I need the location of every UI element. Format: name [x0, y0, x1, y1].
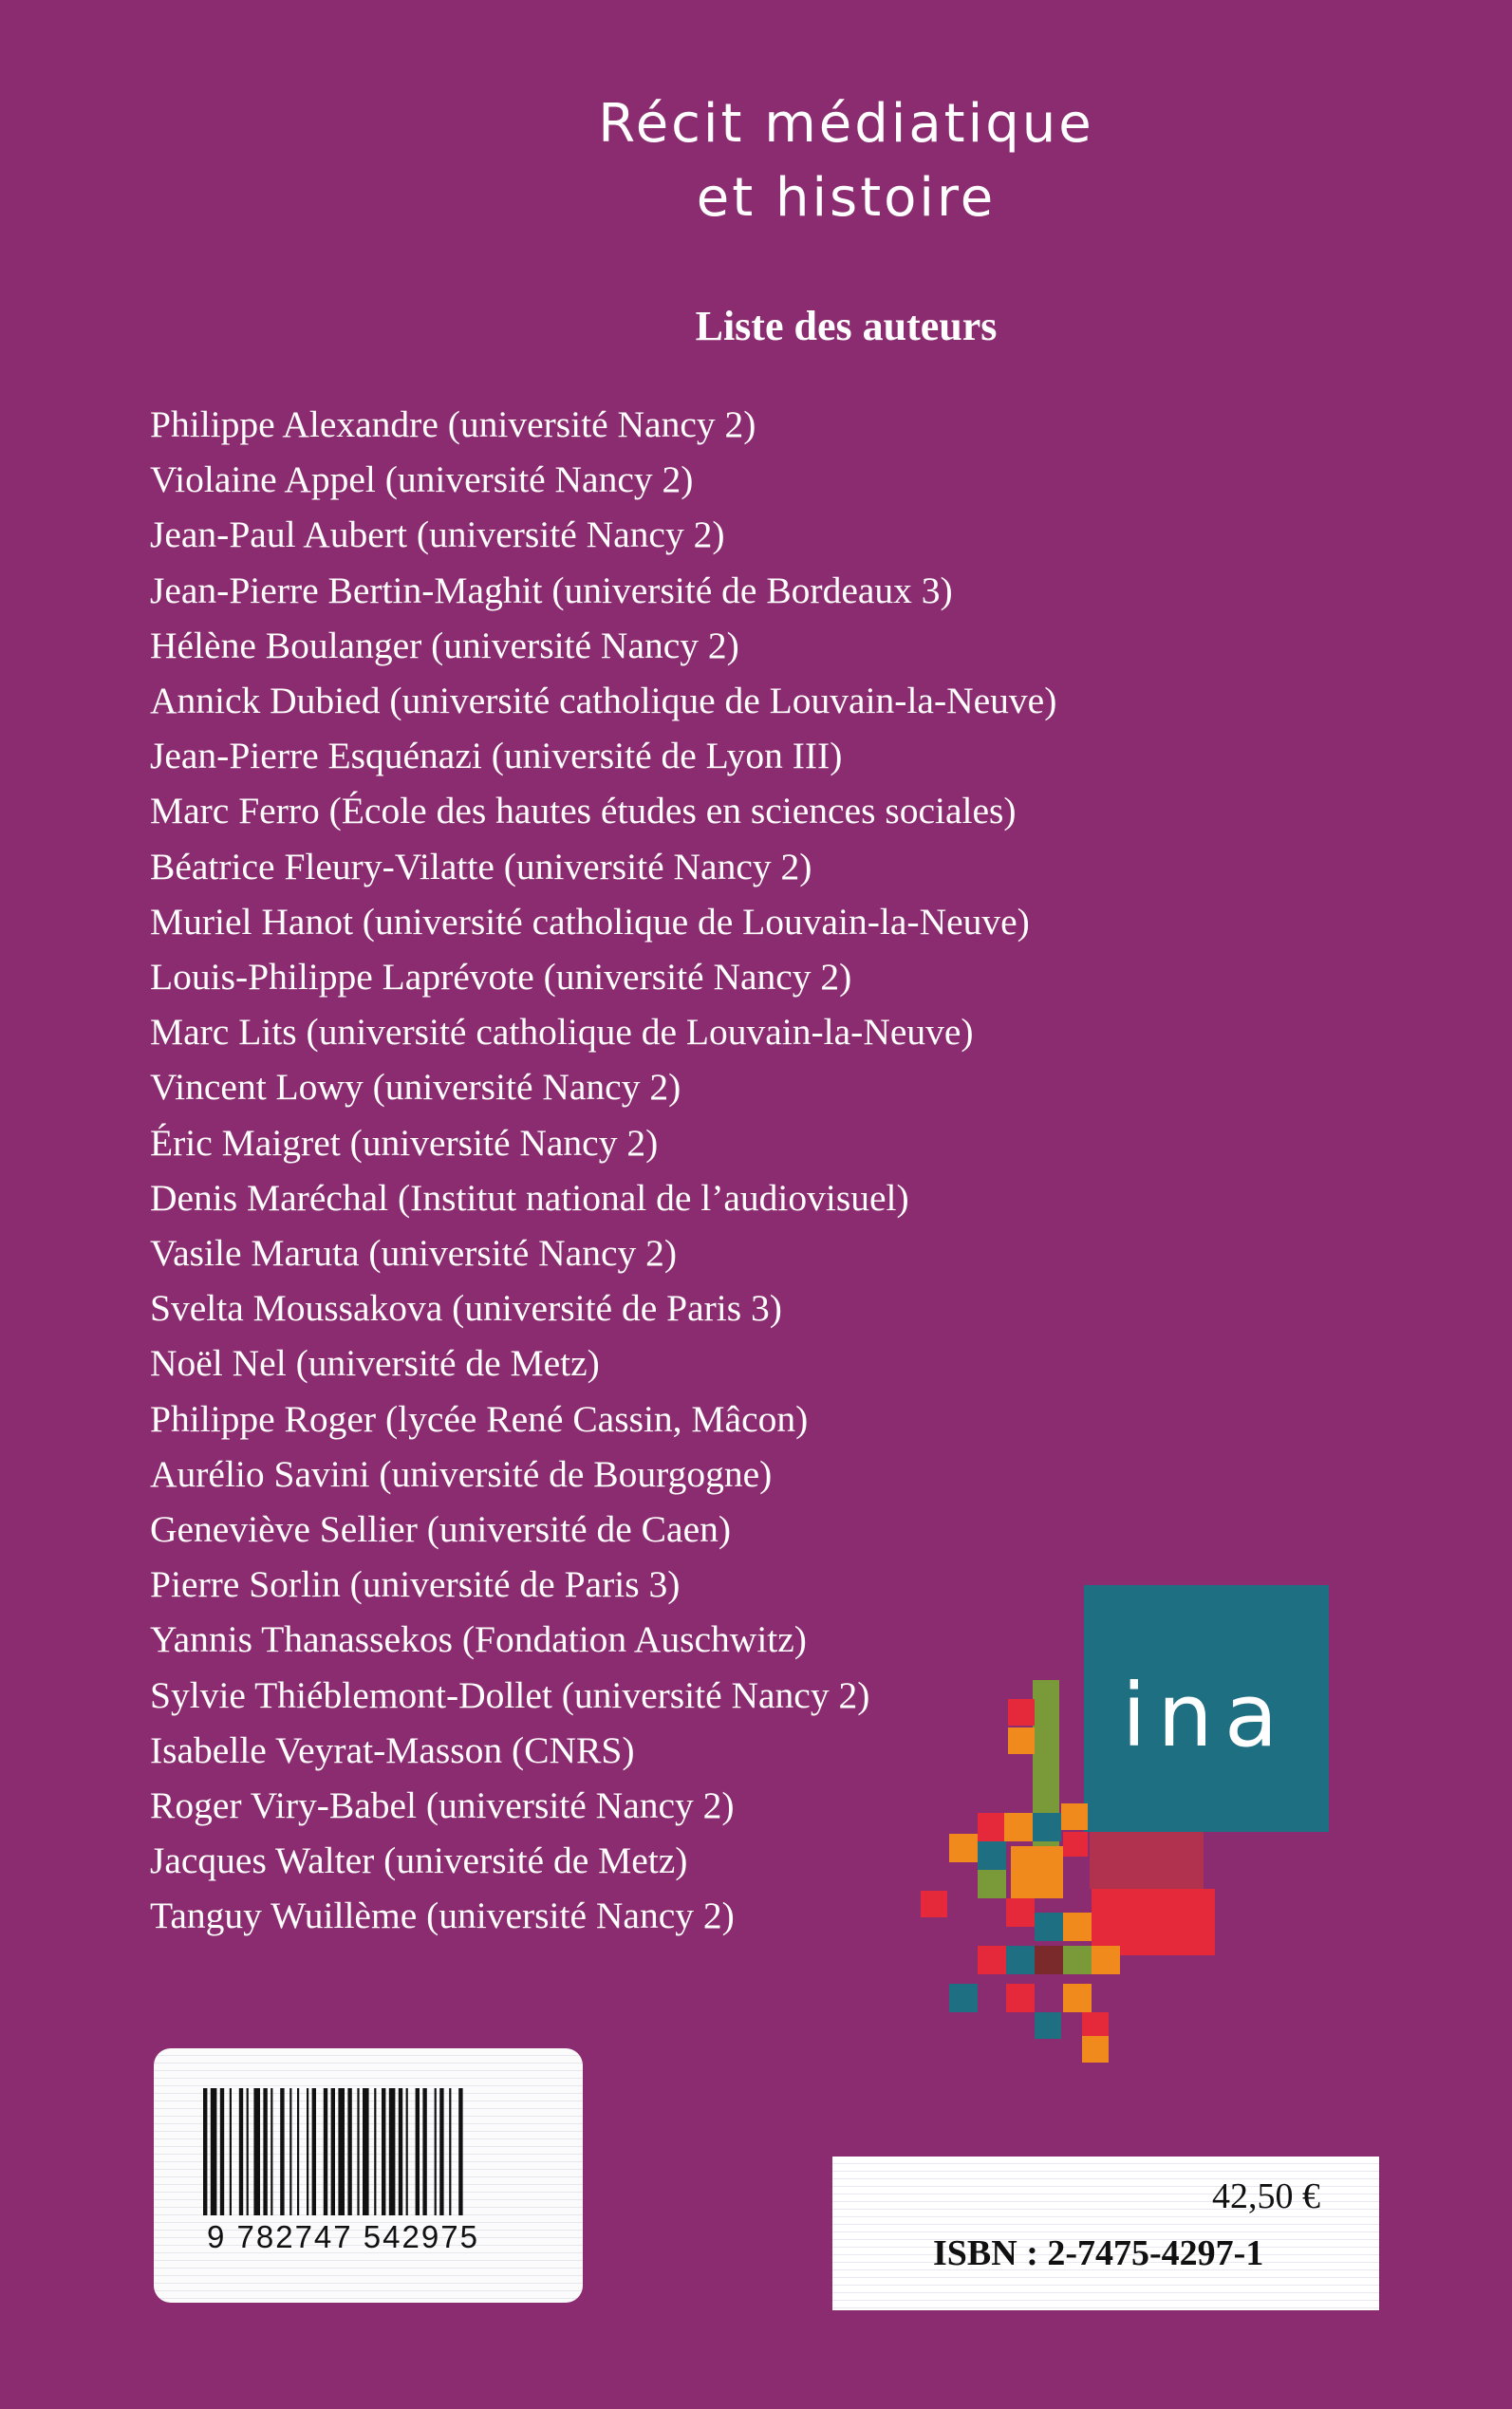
author-entry: Svelta Moussakova (université de Paris 3) — [150, 1287, 782, 1330]
author-entry: Vincent Lowy (université Nancy 2) — [150, 1066, 681, 1109]
barcode-bar — [220, 2088, 224, 2215]
author-entry: Jacques Walter (université de Metz) — [150, 1839, 688, 1882]
logo-pixel — [1063, 1984, 1092, 2012]
author-entry: Éric Maigret (université Nancy 2) — [150, 1121, 659, 1164]
author-entry: Béatrice Fleury-Vilatte (université Nancy 2) — [150, 845, 812, 887]
logo-pixel — [1035, 1913, 1063, 1941]
author-entry: Marc Ferro (École des hautes études en sciences sociales) — [150, 790, 1017, 832]
barcode-digits: 9 782747 542975 — [207, 2219, 479, 2254]
ina-logo — [921, 1585, 1367, 2060]
barcode-bar — [416, 2088, 420, 2215]
book-title — [0, 87, 1512, 235]
author-entry: Noël Nel (université de Metz) — [150, 1342, 600, 1385]
barcode-bar — [230, 2088, 232, 2215]
author-entry: Philippe Alexandre (université Nancy 2) — [150, 403, 756, 445]
price-sticker — [832, 2157, 1379, 2310]
barcode-bar — [312, 2088, 316, 2215]
barcode-bar — [338, 2088, 345, 2215]
ina-logo-text: ina — [1122, 1665, 1290, 1766]
author-entry: Aurélio Savini (université de Bourgogne) — [150, 1452, 773, 1495]
logo-pixel — [1090, 1832, 1204, 1889]
logo-pixel — [1063, 1946, 1092, 1974]
barcode-bar — [324, 2088, 327, 2215]
isbn: ISBN : 2-7475-4297-1 — [933, 2233, 1264, 2273]
logo-pixel — [1082, 2036, 1109, 2063]
barcode-bar — [271, 2088, 272, 2215]
logo-pixel — [1006, 1946, 1035, 1974]
barcode-bar — [211, 2088, 217, 2215]
barcode-bar — [422, 2088, 426, 2215]
author-entry: Annick Dubied (université catholique de Louvain-la-Neuve) — [150, 680, 1057, 722]
author-entry: Marc Lits (université catholique de Louvain-la-Neuve) — [150, 1011, 974, 1054]
logo-pixel — [1035, 2012, 1061, 2039]
logo-pixel — [1061, 1803, 1088, 1830]
barcode-bar — [253, 2088, 260, 2215]
logo-pixel — [1063, 1913, 1092, 1941]
logo-pixel — [1008, 1727, 1035, 1754]
logo-pixel — [921, 1891, 947, 1917]
logo-pixel — [1033, 1813, 1061, 1841]
barcode-bar — [331, 2088, 335, 2215]
barcode-bar — [289, 2088, 291, 2215]
author-entry: Sylvie Thiéblemont-Dollet (université Nancy 2) — [150, 1673, 870, 1716]
logo-pixel — [1008, 1699, 1035, 1726]
barcode-bar — [247, 2088, 249, 2215]
barcode-bar — [389, 2088, 396, 2215]
author-entry: Jean-Pierre Bertin-Maghit (université de Bordeaux 3) — [150, 569, 953, 611]
logo-pixel — [978, 1813, 1006, 1841]
logo-pixel — [1035, 1946, 1063, 1974]
author-entry: Yannis Thanassekos (Fondation Auschwitz) — [150, 1618, 807, 1661]
barcode-bar — [297, 2088, 299, 2215]
barcode-bar — [435, 2088, 437, 2215]
barcode-bar — [406, 2088, 408, 2215]
logo-pixel — [1082, 2012, 1109, 2039]
barcode-bar — [363, 2088, 369, 2215]
author-entry: Vasile Maruta (université Nancy 2) — [150, 1232, 678, 1275]
logo-pixel — [1092, 1946, 1120, 1974]
logo-pixel — [1011, 1846, 1063, 1898]
barcode-bar — [382, 2088, 385, 2215]
barcode-bar — [347, 2088, 351, 2215]
author-entry: Violaine Appel (université Nancy 2) — [150, 458, 694, 501]
barcode-bar — [458, 2088, 462, 2215]
author-entry: Tanguy Wuillème (université Nancy 2) — [150, 1895, 735, 1937]
author-entry: Geneviève Sellier (université de Caen) — [150, 1508, 731, 1551]
author-entry: Isabelle Veyrat-Masson (CNRS) — [150, 1728, 635, 1771]
author-entry: Hélène Boulanger (université Nancy 2) — [150, 624, 739, 666]
logo-pixel — [978, 1841, 1006, 1870]
author-entry: Muriel Hanot (université catholique de Louvain-la-Neuve) — [150, 900, 1030, 943]
logo-pixel — [1063, 1832, 1088, 1857]
logo-pixel — [1004, 1813, 1033, 1841]
logo-pixel — [978, 1946, 1006, 1974]
logo-pixel — [1006, 1898, 1035, 1927]
price: 42,50 € — [1212, 2176, 1320, 2216]
logo-pixel — [1006, 1984, 1035, 2012]
barcode-bar — [449, 2088, 451, 2215]
barcode-bar — [439, 2088, 443, 2215]
barcode-icon — [203, 2088, 535, 2221]
logo-pixel — [949, 1834, 978, 1862]
author-entry: Roger Viry-Babel (université Nancy 2) — [150, 1784, 735, 1827]
barcode-bar — [357, 2088, 359, 2215]
barcode-bar — [280, 2088, 284, 2215]
authors-heading: Liste des auteurs — [695, 303, 998, 349]
book-title-line-1: Récit médiatique — [598, 93, 1094, 155]
author-entry: Philippe Roger (lycée René Cassin, Mâcon) — [150, 1397, 809, 1440]
barcode-bar — [203, 2088, 207, 2215]
barcode-bar — [399, 2088, 402, 2215]
barcode-bar — [307, 2088, 308, 2215]
barcode-sticker — [154, 2048, 583, 2303]
barcode-bar — [239, 2088, 243, 2215]
logo-pixel — [949, 1984, 978, 2012]
book-title-line-2: et histoire — [696, 167, 997, 229]
author-entry: Pierre Sorlin (université de Paris 3) — [150, 1563, 681, 1606]
barcode-bar — [374, 2088, 376, 2215]
author-entry: Denis Maréchal (Institut national de l’audiovisuel) — [150, 1176, 909, 1219]
author-entry: Jean-Paul Aubert (université Nancy 2) — [150, 514, 725, 556]
logo-pixel — [978, 1870, 1006, 1898]
barcode-bar — [263, 2088, 267, 2215]
author-entry: Jean-Pierre Esquénazi (université de Lyon III) — [150, 735, 843, 777]
author-entry: Louis-Philippe Laprévote (université Nancy 2) — [150, 956, 852, 999]
